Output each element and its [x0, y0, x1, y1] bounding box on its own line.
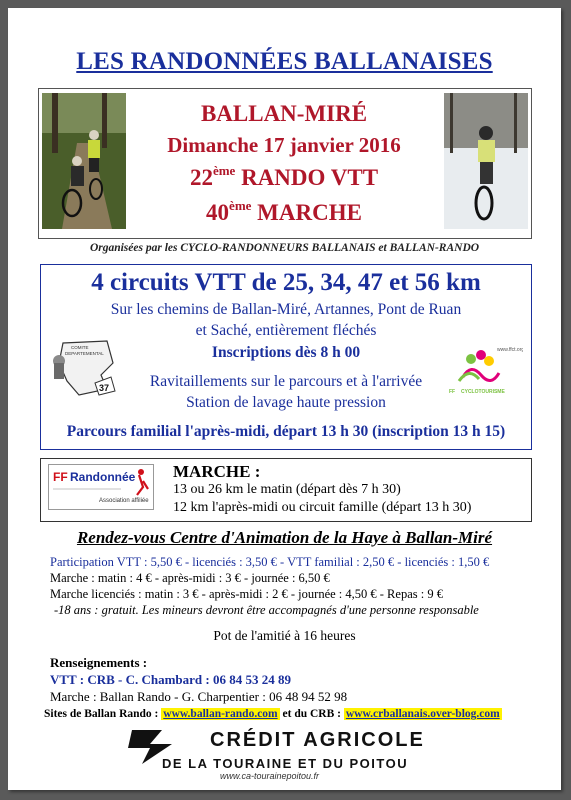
photo-cyclists-forest: [42, 93, 126, 229]
vtt-inscriptions: Inscriptions dès 8 h 00: [211, 344, 361, 361]
svg-text:Association affiliée: Association affiliée: [99, 498, 149, 504]
contact-marche: Marche : Ballan Rando - G. Charpentier : 06 48 94 52 98: [50, 689, 348, 704]
svg-text:www.ca-tourainepoitou.fr: www.ca-tourainepoitou.fr: [220, 771, 320, 781]
svg-text:DE LA TOURAINE ET DU POITOU: DE LA TOURAINE ET DU POITOU: [162, 756, 409, 771]
fees-minors-note: -18 ans : gratuit. Les mineurs devront être accompagnés d'une personne responsable: [54, 603, 479, 617]
event-date: Dimanche 17 janvier 2016: [167, 133, 401, 157]
vtt-description-2: et Saché, entièrement fléchés: [195, 322, 377, 339]
event-location: BALLAN-MIRÉ: [200, 101, 368, 126]
event-marche: 40ème MARCHE: [206, 198, 362, 225]
fees-marche-licencies: Marche licenciés : matin : 3 € - après-midi : 2 € - journée : 4,50 € - Repas : 9 €: [50, 587, 443, 601]
svg-text:COMITE: COMITE: [71, 345, 89, 350]
contact-vtt: VTT : CRB - C. Chambard : 06 84 53 24 89: [50, 672, 291, 687]
svg-text:CYCLOTOURISME: CYCLOTOURISME: [461, 389, 505, 395]
organizers-line: Organisées par les CYCLO-RANDONNEURS BALLANAIS et BALLAN-RANDO: [89, 242, 480, 254]
site-ballan-rando-link[interactable]: www.ballan-rando.com: [163, 708, 278, 720]
marche-morning: 13 ou 26 km le matin (départ dès 7 h 30): [173, 482, 401, 497]
credit-agricole-logo: [92, 724, 482, 782]
svg-text:37: 37: [99, 383, 110, 393]
event-rando-vtt: 22ème RANDO VTT: [189, 163, 379, 190]
svg-text:www.ffct.org: www.ffct.org: [497, 347, 523, 353]
page-title: LES RANDONNÉES BALLANAISES: [76, 48, 493, 75]
sites-prefix: Sites de Ballan Rando :: [44, 708, 162, 720]
contact-sites: [44, 708, 502, 720]
pot-amitie: Pot de l'amitié à 16 heures: [213, 628, 356, 643]
vtt-circuits-box: [40, 264, 532, 450]
ffrandonnee-logo: [48, 464, 154, 510]
contact-heading: Renseignements :: [50, 655, 148, 670]
photo-cyclist-snow: [444, 93, 528, 229]
event-header-box: [38, 88, 532, 239]
vtt-ravitaillements: Ravitaillements sur le parcours et à l'arrivée: [149, 373, 423, 390]
svg-text:CRÉDIT AGRICOLE: CRÉDIT AGRICOLE: [210, 729, 425, 751]
vtt-parcours-familial: Parcours familial l'après-midi, départ 13 h 30 (inscription 13 h 15): [66, 423, 506, 440]
svg-text:DEPARTEMENTAL: DEPARTEMENTAL: [65, 351, 104, 356]
rendezvous-line: Rendez-vous Centre d'Animation de la Haye à Ballan-Miré: [76, 528, 493, 547]
vtt-description-1: Sur les chemins de Ballan-Miré, Artannes, Pont de Ruan: [110, 301, 462, 318]
ffct-cyclotourisme-logo: [441, 337, 523, 397]
marche-afternoon: 12 km l'après-midi ou circuit famille (départ 13 h 30): [173, 500, 472, 515]
fees-marche: Marche : matin : 4 € - après-midi : 3 € - journée : 6,50 €: [50, 571, 330, 585]
fees-vtt: Participation VTT : 5,50 € - licenciés : 3,50 € - VTT familial : 2,50 € - licenciés : 1,50 €: [50, 555, 490, 569]
comite-departemental-logo: [49, 333, 121, 401]
marche-box: [40, 458, 532, 522]
svg-text:FF: FF: [449, 389, 456, 395]
site-crb-link[interactable]: www.crballanais.over-blog.com: [345, 708, 500, 720]
marche-title: MARCHE :: [173, 462, 261, 481]
vtt-lavage: Station de lavage haute pression: [186, 394, 386, 411]
sites-mid: et du CRB :: [279, 708, 344, 720]
svg-text:FF: FF: [53, 470, 68, 484]
svg-text:Randonnée: Randonnée: [70, 470, 136, 484]
vtt-title: 4 circuits VTT de 25, 34, 47 et 56 km: [91, 269, 481, 296]
flyer-page: [8, 8, 561, 790]
